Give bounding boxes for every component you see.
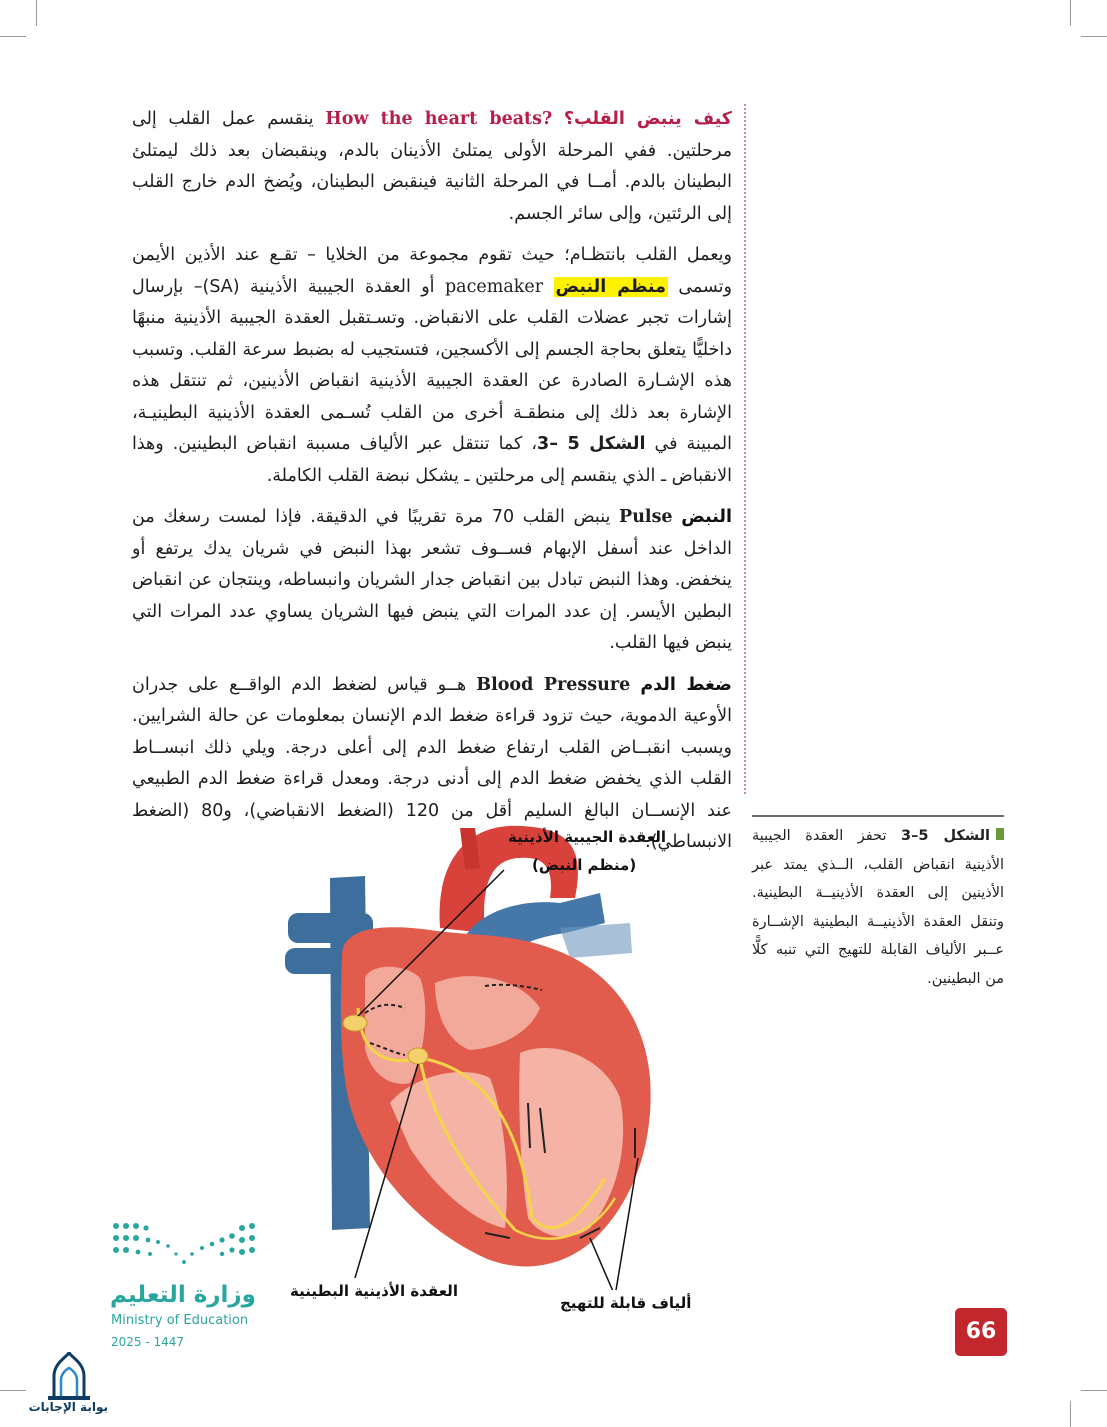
sa-node [343,1015,367,1031]
ministry-year: 2025 - 1447 [111,1335,185,1349]
section-heading-en: How the heart beats? [325,109,553,129]
paragraph-text: ينبض القلب 70 مرة تقريبًا في الدقيقة. فإذا لمست رسغك من الداخل عند أسفل الإبهام فســوف تشعر بهذا النبض في شريان يدك يرتفع أو ينخفض. وهذا النبض تبادل بين انقباض جدار الشريان وانبساطه، وينتجان عن انقباض البطين الأيسر. إن عدد المرات التي ينبض فيها الشريان يساوي عدد المرات التي ينبض فيها القلب. [132,507,732,653]
label-sa-node: العقدة الجيبية الأذينية [508,828,667,846]
crop-mark [0,1390,26,1391]
right-atrium [365,967,425,1084]
section-heading: كيف ينبض القلب؟ [563,109,732,129]
column-divider [744,104,746,794]
paragraph-heartbeat [132,104,732,230]
caption-text: تحفز العقدة الجيبية الأذينية انقباض القلب، الــذي يمتد عبر الأذينين إلى العقدة الأذينيــة البطينية. وتنقل العقدة الأذينيــة البطينية الإشــارة عــبر الألياف القابلة للتهيج التي تنبه كلًّا من البطينين. [752,828,1004,987]
crop-mark [1070,1401,1071,1427]
term-en: pacemaker [444,276,544,297]
main-text [132,104,732,869]
ministry-name-ar: وزارة التعليم [110,1282,256,1308]
highlighted-term: منظم النبض [555,276,666,297]
label-av-node: العقدة الأذينية البطينية [290,1282,458,1300]
ministry-logo-icon [110,1218,260,1276]
caption-label: الشكل 5–3 [901,828,991,844]
pointer-line [590,1238,615,1290]
paragraph-text: ويعمل القلب بانتظـام؛ حيث تقوم مجموعة من الخلايا – تقـع عند الأذين الأيمن وتسمى [132,245,732,297]
ministry-name-en: Ministry of Education [111,1313,249,1328]
av-node [408,1048,428,1064]
crop-mark [36,0,37,26]
crop-mark [1081,1390,1107,1391]
figure-reference[interactable]: الشكل 5 –3 [537,434,646,454]
paragraph-text: هــو قياس لضغط الدم الواقــع على جدران الأوعية الدموية، حيث تزود قراءة ضغط الدم الإنسان بمعلومات عن حالة الشرايين. ويسبب انقبــاض القلب ارتفاع ضغط الدم إلى أعلى درجة. ويلي ذلك انبســاط القلب الذي يخفض ضغط الدم إلى أدنى درجة. ومعدل قراءة ضغط الدم الطبيعي عند الإنســان البالغ السليم أقل من 120 (الضغط الانقباضي)، و80 (الضغط الانبساطي). [132,674,732,852]
caption-rule [752,815,1004,817]
crop-mark [1070,0,1071,26]
pulmonary-vein [560,923,632,958]
term-heading-en: Blood Pressure [476,674,631,695]
page-number: 66 [955,1308,1007,1356]
paragraph-text: ينقسم عمل القلب إلى مرحلتين. ففي المرحلة الأولى يمتلئ الأذينان بالدم، وينقبضان بعد ذلك ليمتلئ البطينان بالدم. أمــا في المرحلة الثانية فينقبض البطينان، ويُضخ الدم خارج القلب إلى الرئتين، وإلى سائر الجسم. [132,109,732,224]
heart-diagram [270,818,730,1300]
caption-marker-icon [996,828,1004,840]
label-fibers: ألياف قابلة للتهيج [560,1294,692,1312]
paragraph-pacemaker [132,240,732,492]
paragraph-text: ، كما تنتقل عبر الألياف مسببة انقباض البطينين. وهذا الانقباض ـ الذي ينقسم إلى مرحلتين ـ يشكل نبضة القلب الكاملة. [132,434,732,486]
term-heading: النبض [681,507,732,527]
crop-mark [1081,36,1107,37]
heart-illustration [270,818,730,1290]
watermark-text: بوابة الإجابات [28,1400,108,1414]
figure-caption [752,822,1004,993]
paragraph-text: أو العقدة الجيبية الأذينية (SA)– بإرسال إشارات تجبر عضلات القلب على الانقباض. وتسـتقبل العقدة الجيبية الأذينية منبهًا داخليًّا يتعلق بحاجة الجسم إلى الأكسجين، فتستجيب له بضبط سرعة القلب. وتسبب هذه الإشـارة الصادرة عن العقدة الجيبية الأذينية انقباض الأذينين، ثم تنتقل هذه الإشارة بعد ذلك إلى منطقـة أخرى من القلب تُسـمى العقدة الأذينية البطينيـة، المبينة في [132,276,732,454]
paragraph-pulse [132,502,732,660]
term-heading: ضغط الدم [640,674,732,695]
term-heading-en: Pulse [619,507,673,527]
label-pacemaker: (منظم النبض) [532,856,637,874]
crop-mark [0,36,26,37]
